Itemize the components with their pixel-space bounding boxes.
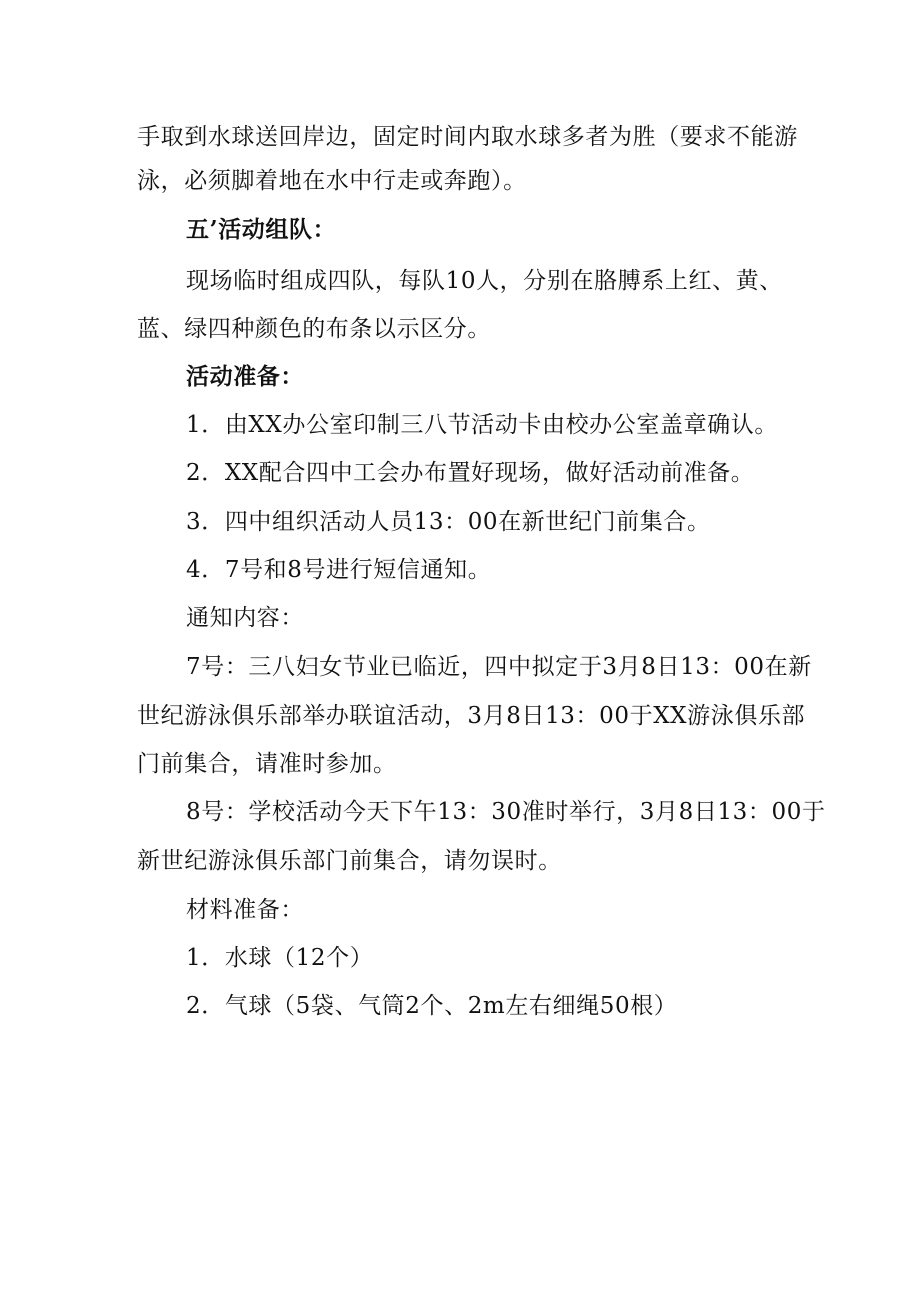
section-heading-preparation: 活动准备： [186, 363, 304, 390]
list-item: 1．水球（12个） [186, 945, 374, 971]
body-text-line: 7号：三八妇女节业已临近，四中拟定于3月8日13：00在新 [186, 654, 812, 680]
list-item: 2．XX配合四中工会办布置好现场，做好活动前准备。 [186, 460, 755, 486]
body-text-line: 8号：学校活动今天下午13：30准时举行，3月8日13：00于 [186, 799, 826, 825]
body-text-line: 现场临时组成四队，每队10人，分别在胳膊系上红、黄、 [186, 268, 783, 294]
body-text-line: 泳，必须脚着地在水中行走或奔跑）。 [137, 168, 527, 194]
body-text-line: 新世纪游泳俱乐部门前集合，请勿误时。 [137, 848, 562, 874]
body-text-line: 手取到水球送回岸边，固定时间内取水球多者为胜（要求不能游 [137, 124, 798, 150]
list-item: 1．由XX办公室印制三八节活动卡由校办公室盖章确认。 [186, 412, 778, 438]
list-item: 4．7号和8号进行短信通知。 [186, 557, 492, 583]
list-item: 2．气球（5袋、气筒2个、2m左右细绳50根） [186, 993, 678, 1019]
notice-heading: 通知内容： [186, 605, 304, 631]
list-item: 3．四中组织活动人员13：00在新世纪门前集合。 [186, 509, 711, 535]
body-text-line: 蓝、绿四种颜色的布条以示区分。 [137, 316, 491, 342]
materials-heading: 材料准备： [186, 897, 304, 923]
body-text-line: 门前集合，请准时参加。 [137, 751, 397, 777]
body-text-line: 世纪游泳俱乐部举办联谊活动，3月8日13：00于XX游泳俱乐部 [137, 703, 806, 729]
section-heading-team: 五’活动组队： [186, 216, 337, 243]
